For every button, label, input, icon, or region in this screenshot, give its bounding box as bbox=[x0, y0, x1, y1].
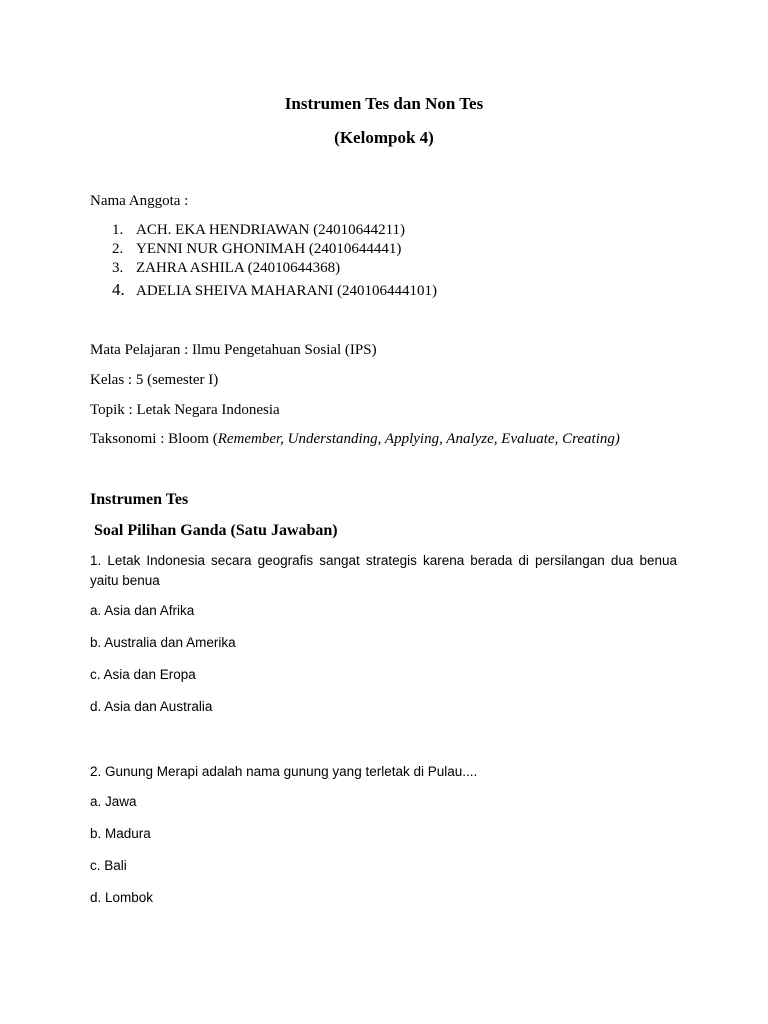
member-number: 4. bbox=[112, 280, 125, 299]
answer-option: b. Australia dan Amerika bbox=[90, 635, 236, 650]
class-line: Kelas : 5 (semester I) bbox=[90, 372, 219, 388]
answer-option: a. Jawa bbox=[90, 794, 137, 809]
member-name: ADELIA SHEIVA MAHARANI (240106444101) bbox=[136, 283, 437, 299]
members-label: Nama Anggota : bbox=[90, 193, 189, 209]
member-number: 3. bbox=[112, 260, 124, 276]
answer-option: d. Lombok bbox=[90, 890, 154, 905]
subject-line: Mata Pelajaran : Ilmu Pengetahuan Sosial (IPS) bbox=[90, 342, 377, 358]
member-item bbox=[112, 240, 401, 258]
section-title: Instrumen Tes bbox=[90, 491, 189, 508]
member-number: 1. bbox=[112, 222, 124, 238]
member-name: ACH. EKA HENDRIAWAN (24010644211) bbox=[136, 222, 406, 238]
question-text: 1. Letak Indonesia secara geografis sangat strategis karena berada di persilangan dua benua yaitu benua bbox=[90, 553, 677, 588]
member-item bbox=[112, 259, 340, 277]
member-name: ZAHRA ASHILA (24010644368) bbox=[136, 260, 341, 276]
answer-option: c. Bali bbox=[90, 858, 127, 873]
topic-line: Topik : Letak Negara Indonesia bbox=[90, 402, 280, 418]
question-text: 2. Gunung Merapi adalah nama gunung yang terletak di Pulau.... bbox=[90, 764, 478, 779]
member-item bbox=[112, 221, 405, 239]
document-subtitle: (Kelompok 4) bbox=[334, 128, 434, 147]
taxonomy-line bbox=[90, 430, 620, 448]
answer-option: b. Madura bbox=[90, 826, 151, 841]
taxonomy-items: Remember, Understanding, Applying, Analyze, Evaluate, Creating) bbox=[217, 431, 620, 447]
document-title: Instrumen Tes dan Non Tes bbox=[284, 94, 484, 113]
taxonomy-prefix: Taksonomi : Bloom ( bbox=[90, 431, 218, 447]
member-item bbox=[112, 281, 437, 300]
subsection-title: Soal Pilihan Ganda (Satu Jawaban) bbox=[94, 522, 338, 539]
answer-option: c. Asia dan Eropa bbox=[90, 667, 196, 682]
answer-option: d. Asia dan Australia bbox=[90, 699, 213, 714]
answer-option: a. Asia dan Afrika bbox=[90, 603, 195, 618]
member-name: YENNI NUR GHONIMAH (24010644441) bbox=[136, 241, 402, 257]
member-number: 2. bbox=[112, 241, 124, 257]
